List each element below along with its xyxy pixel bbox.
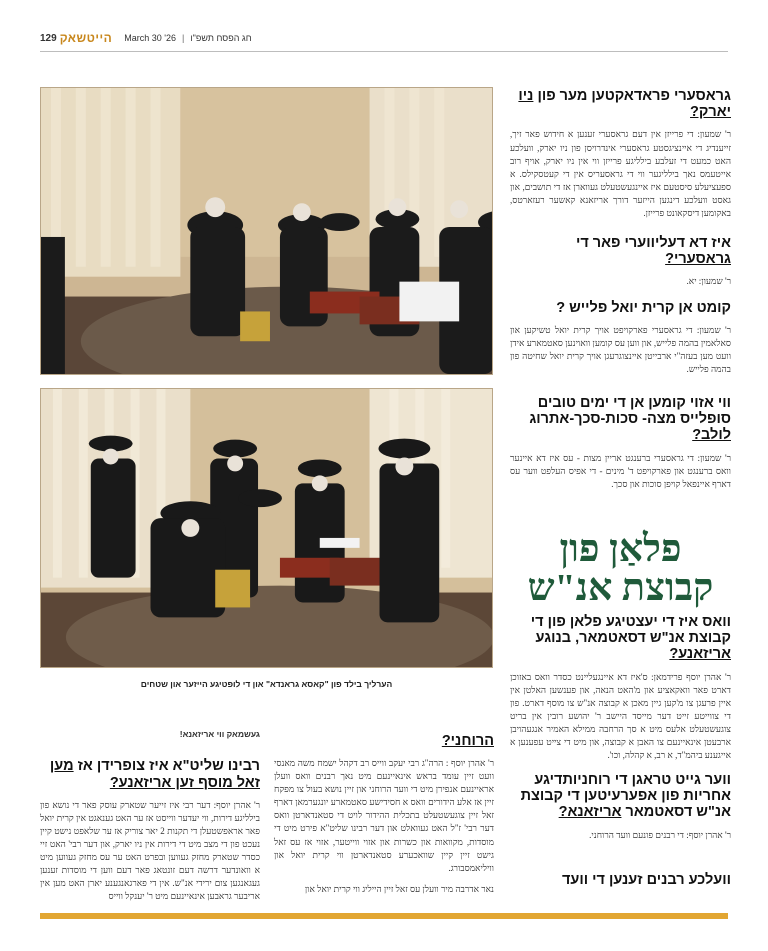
header-hebrew-date: חג הפסח תשפ"ו <box>190 33 252 43</box>
section-heading <box>510 300 731 316</box>
section-heading <box>510 395 731 444</box>
photo-meeting-1 <box>40 87 493 375</box>
left-heading <box>40 758 260 790</box>
photo-meeting-2 <box>40 388 493 668</box>
photo-meeting-1-image <box>41 88 492 374</box>
photo-meeting-2-image <box>41 389 492 667</box>
footer-rule <box>40 913 728 919</box>
section-which-rabbis <box>510 872 731 888</box>
page-number: 129 <box>40 32 57 44</box>
page-header <box>40 28 728 48</box>
section-heading <box>510 872 731 888</box>
section-heading <box>510 772 731 821</box>
heading-underlined: מען זאל מוסף זען אריזאנע? <box>49 758 260 791</box>
section-meat-supply <box>510 300 731 376</box>
section-body: ר' אהרן יוסף פרידמאן: ס'איז דא איינגעליינט כסדר וואס באזוכן דארט פאר וואקאציע און מ'האט הנאה, און פענשען האלטן אין איין פרעגן צו מ'קען גיין מאכן א קבוצה אנ"ש צו מוסף דארט. פון די צווייטע זייט דער מייסד היישב ר' יהושע רובין אין בריט צוגעשטעלט אלעס מיט א סך הרחבה ממילא האמיר אנגעהויבן ארבעטן אינאיינעם צו האבן א קבוצה, און מיט די צייט עפענען א אייגענע ביהמ"ד, א רב, א קהלה, וכו'. <box>510 671 731 760</box>
brand-logo: הייטשאק <box>59 31 113 45</box>
big-title <box>510 530 731 608</box>
section-grocery-delivery <box>510 235 731 289</box>
left-body: ר' אהרן יוסף: דער רבי איז זייער שטארק עוסק פאר די נושא פון בילליגע דירות, ווי יעדער ווייסט אז ער האט גענאגט אין קרית יואל פאר אראפשטעלן די תקנות 2 יאר צוריק אז ער שלאפט נישט קיין נעכט פון די מצב מיט די דירות אין ניו יארק, און דער רבי' האט זיי כסדר שטארק מחזק געווען ובפרט האט ער עס מחזק געווען מיט א וואונדער דרשה דעם זונטאג פאר דעם ווען די מוסדות זענען געגאנגען צום ירידי אנ"ש. אין די פארגאנגענע יארן האט מען אין אריבער גראבען אינאיינעם מיט ר' יענקל ווייס <box>40 799 261 902</box>
section-heading <box>510 614 731 663</box>
big-title-line-1: פלאַן פון <box>559 528 682 570</box>
photo-caption: הערליך בילד פון "קאסא גראנדא" און די לופטיגע הייזער און שטחים <box>140 679 393 689</box>
mid-body-2: נאר אדרבה מיר וועלן עס זאל זיין הייליג ווי קרית יואל און <box>304 883 494 894</box>
heading-text: וואס איז די יעצטיגע פלאן פון די קבוצת אנ"ש דסאטמאר, בנוגע <box>530 614 731 647</box>
mid-column <box>274 733 494 896</box>
section-body: ר' שמעון: די פרייזן אין דעם גראסערי זענען א חידוש פאר זיך, זייענדיג די איינציגסטע גראסערי אינדרויסן פון ניו יארק, וועלכע האט כמעט די זעלבע בילליגע פרייזן ווי אין ניו יארק, אויף רוב אייטעמס נאך בילליגער ווי די גראסעריס אין די קעטסקילס. א ספעציעלע סיסטעם איז איינגעשטעלט געווארן אז די תושבים, און גאסט וועלכע דינגען הייזער דורך אריזאנא קאשער רעזארטס, באקומען דיסקאונט פרייזן. <box>510 129 731 218</box>
heading-text: רבינו שליט"א איז צופרידן אז <box>77 758 260 775</box>
heading-underlined: ניו יארק? <box>518 88 731 121</box>
section-heading <box>510 235 731 267</box>
heading-underlined: אריזאנא? <box>558 804 622 821</box>
section-spiritual-responsibility <box>510 772 731 842</box>
heading-text: איז דא דעליווערי פאר די <box>575 235 731 251</box>
header-divider-2: | <box>182 33 185 43</box>
mid-heading <box>274 733 494 749</box>
section-grocery-products <box>510 88 731 220</box>
heading-underlined: גראסערי? <box>665 251 731 268</box>
header-date: March 30 '26 <box>124 33 176 43</box>
section-holiday-supplies <box>510 395 731 491</box>
header-rule <box>40 51 728 52</box>
heading-text: גראסערי פראדאקטען מער פון <box>537 88 731 104</box>
left-column <box>40 728 260 903</box>
heading-underlined: הרוחני? <box>441 733 494 749</box>
left-top-line: געשמאק ווי אריזאנא! <box>179 729 260 739</box>
heading-text: ווער גייט טראגן די רוחניותדיגע אחריות פון אפערעיטען די קבוצת אנ"ש דסאטמאר <box>520 772 731 821</box>
heading-text: וועלכע רבנים זענען די וועד <box>561 872 731 888</box>
section-plan-arizona <box>510 614 731 762</box>
section-body: ר' שמעון: די גראסערי פארקויפט אויך קרית יואל טשיקען און סאלאמין בהמה פלייש, און ווען עס קומען וואוינען סאטמארע אידן וועט מען בעזה"י ארבייטן איינצוגרעגן אויך קרית יואל שחיטה פון בהמה פלייש. <box>510 325 731 375</box>
mid-body-1: ר' אהרן יוסף : הרה"ג רבי יעקב ווייס רב דקהל ישמח משה מאנסי וועט זיין עומד בראש אינאיינעם מיט נאך רבנים וואס וועלן אראיינעם אנפירן מיט די וועד הרוחני און זיין נושא בעול צו מפקח זיין אז אלע הידורים וואס א חסידישע סאטמארע יונגערמאן דארף זאל זיין צוגעשטעלט בתכלית ההידור לויט די סטאנדארטן וואס דער רבי' ז"ל האט געוואלט און דער רבינו שליט"א פירט מיט די מוסדות, מקוואות און כשרות און אזוי ווייטער, אזוי אז עס זאל גישט זיין קיין שוואכערע סטאנדארטן ווי קרית יואל און וויליאמסבורג. <box>274 758 494 873</box>
heading-text: קומט אן קרית יואל פלייש ? <box>556 300 731 316</box>
heading-underlined: אריזאנע? <box>669 646 731 663</box>
heading-text: ווי אזוי קומען אן די ימים טובים סופלייס מצה- סכות-סכך-אתרוג <box>529 395 731 428</box>
section-body: ר' שמעון: יא. <box>686 276 731 287</box>
section-heading <box>510 88 731 120</box>
section-body: ר' שמעון: די גראסערי ברענגט אריין מצות - עס איז דא איינער וואס ברענגט און פארקויפט ד' מינים - די אפיס העלפט ווער עס דארף איינפאל קויפן סוכות און סכך. <box>510 452 731 489</box>
section-body: ר' אהרן יוסף: די רבנים פונעם וועד הרוחני. <box>589 829 731 840</box>
big-title-line-2: קבוצת אנ"ש <box>527 566 714 609</box>
heading-underlined: לולב? <box>692 427 731 444</box>
